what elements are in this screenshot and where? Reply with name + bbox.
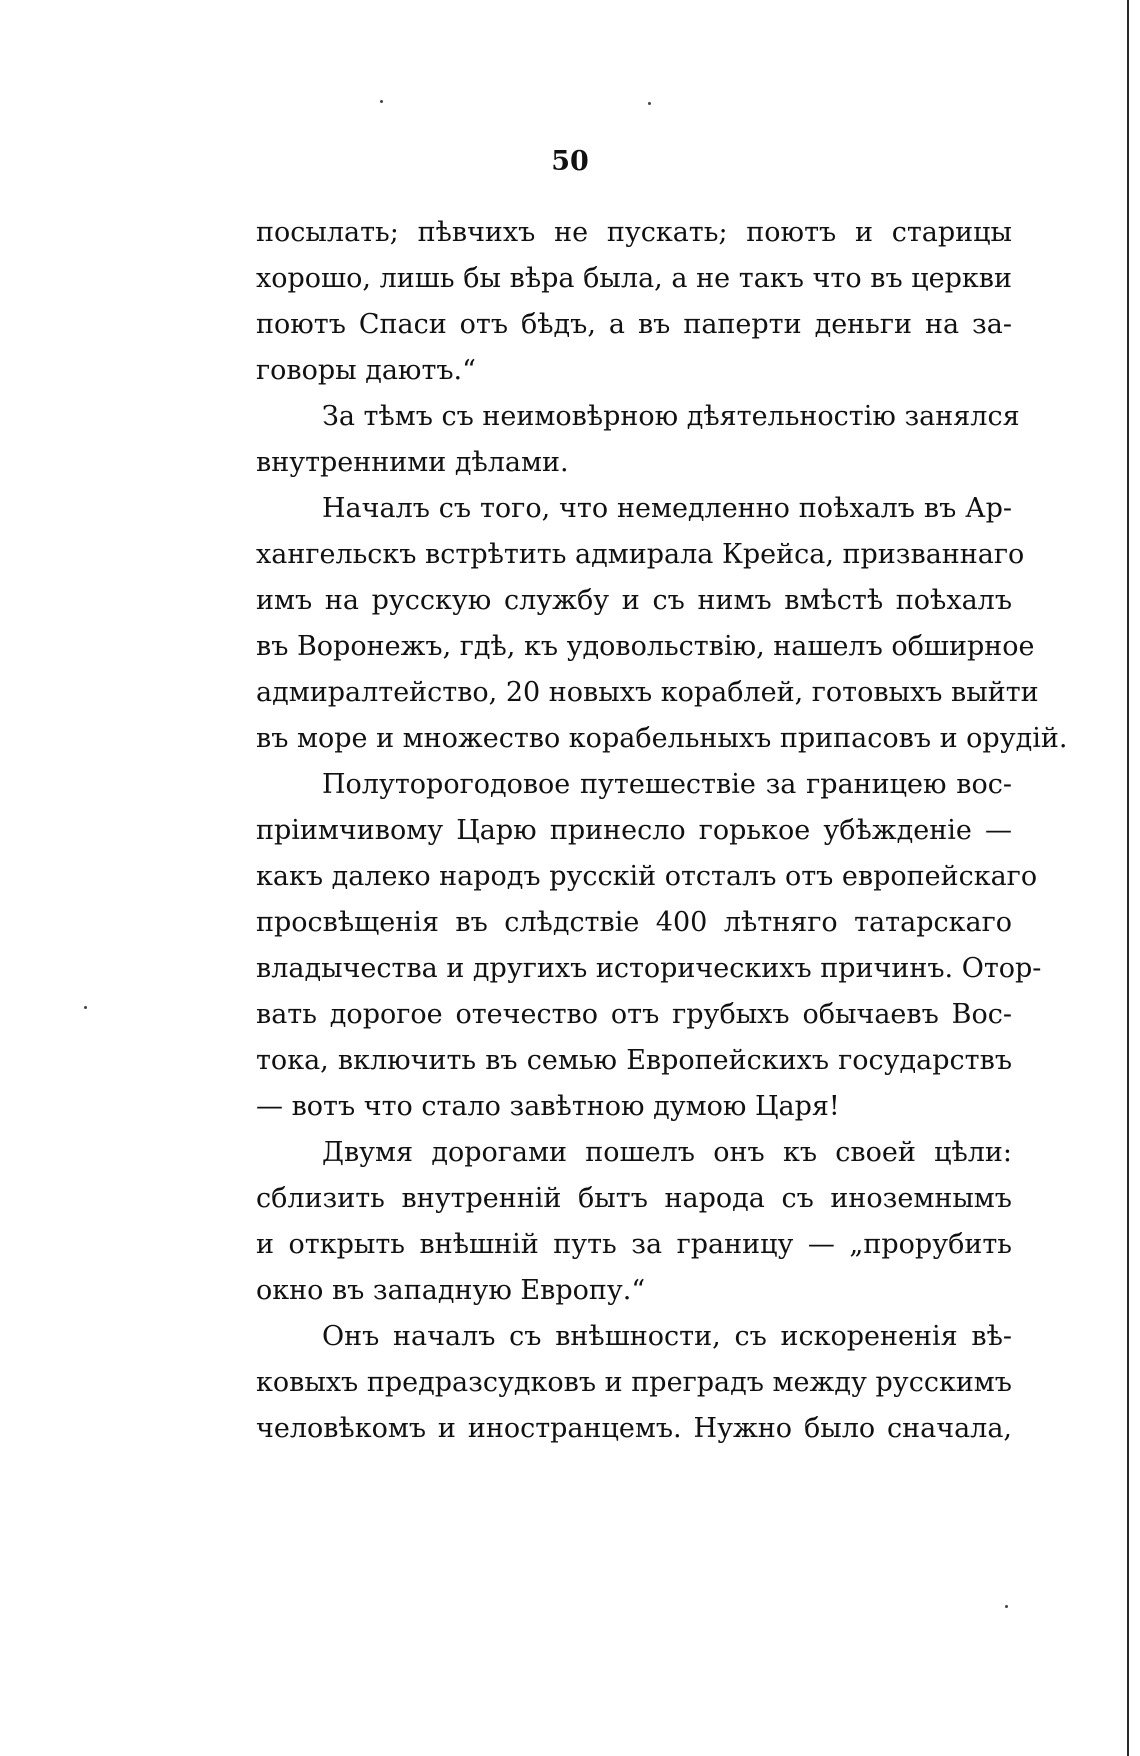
text-line: сблизить внутренній бытъ народа съ иноземнымъ [256, 1183, 1012, 1214]
print-speck [380, 100, 383, 103]
text-line: внутренними дѣлами. [256, 447, 569, 478]
text-line: Полуторогодовое путешествіе за границею вос- [322, 769, 1012, 800]
text-line: пріимчивому Царю принесло горькое убѣжденіе — [256, 815, 1012, 846]
text-line: говоры даютъ.“ [256, 355, 476, 386]
text-line: окно въ западную Европу.“ [256, 1275, 646, 1306]
text-line: и открыть внѣшній путь за границу — „прорубить [256, 1229, 1012, 1260]
text-line: вать дорогое отечество отъ грубыхъ обычаевъ Вос- [256, 999, 1012, 1030]
text-line: просвѣщенія въ слѣдствіе 400 лѣтняго татарскаго [256, 907, 1012, 938]
text-line: Онъ началъ съ внѣшности, съ искорененія вѣ- [322, 1321, 1012, 1352]
text-line: За тѣмъ съ неимовѣрною дѣятельностію занялся [322, 401, 1020, 432]
text-line: Двумя дорогами пошелъ онъ къ своей цѣли: [322, 1137, 1012, 1168]
text-line: владычества и другихъ историческихъ причинъ. Отор- [256, 953, 1042, 984]
text-line: адмиралтейство, 20 новыхъ кораблей, готовыхъ выйти [256, 677, 1039, 708]
text-line: имъ на русскую службу и съ нимъ вмѣстѣ поѣхалъ [256, 585, 1012, 616]
text-line: въ Воронежъ, гдѣ, къ удовольствію, нашелъ обширное [256, 631, 1035, 662]
print-speck [648, 102, 651, 105]
text-line: хорошо, лишь бы вѣра была, а не такъ что въ церкви [256, 263, 1012, 294]
page-edge-rule [1127, 0, 1129, 1756]
text-line: посылать; пѣвчихъ не пускать; поютъ и старицы [256, 217, 1012, 248]
print-speck [84, 1006, 87, 1009]
body-text [256, 210, 1068, 1452]
text-line: — вотъ что стало завѣтною думою Царя! [256, 1091, 840, 1122]
text-line: хангельскъ встрѣтить адмирала Крейса, призваннаго [256, 539, 1025, 570]
text-line: ковыхъ предразсудковъ и преградъ между русскимъ [256, 1367, 1012, 1398]
page-number: 50 [551, 146, 589, 177]
text-line: тока, включить въ семью Европейскихъ государствъ [256, 1045, 1012, 1076]
text-line: въ море и множество корабельныхъ припасовъ и орудій. [256, 723, 1068, 754]
text-line: человѣкомъ и иностранцемъ. Нужно было сначала, [256, 1413, 1012, 1444]
text-line: поютъ Спаси отъ бѣдъ, а въ паперти деньги на за- [256, 309, 1012, 340]
text-line: какъ далеко народъ русскій отсталъ отъ европейскаго [256, 861, 1038, 892]
print-speck [1005, 1605, 1008, 1608]
text-line: Началъ съ того, что немедленно поѣхалъ въ Ар- [322, 493, 1012, 524]
